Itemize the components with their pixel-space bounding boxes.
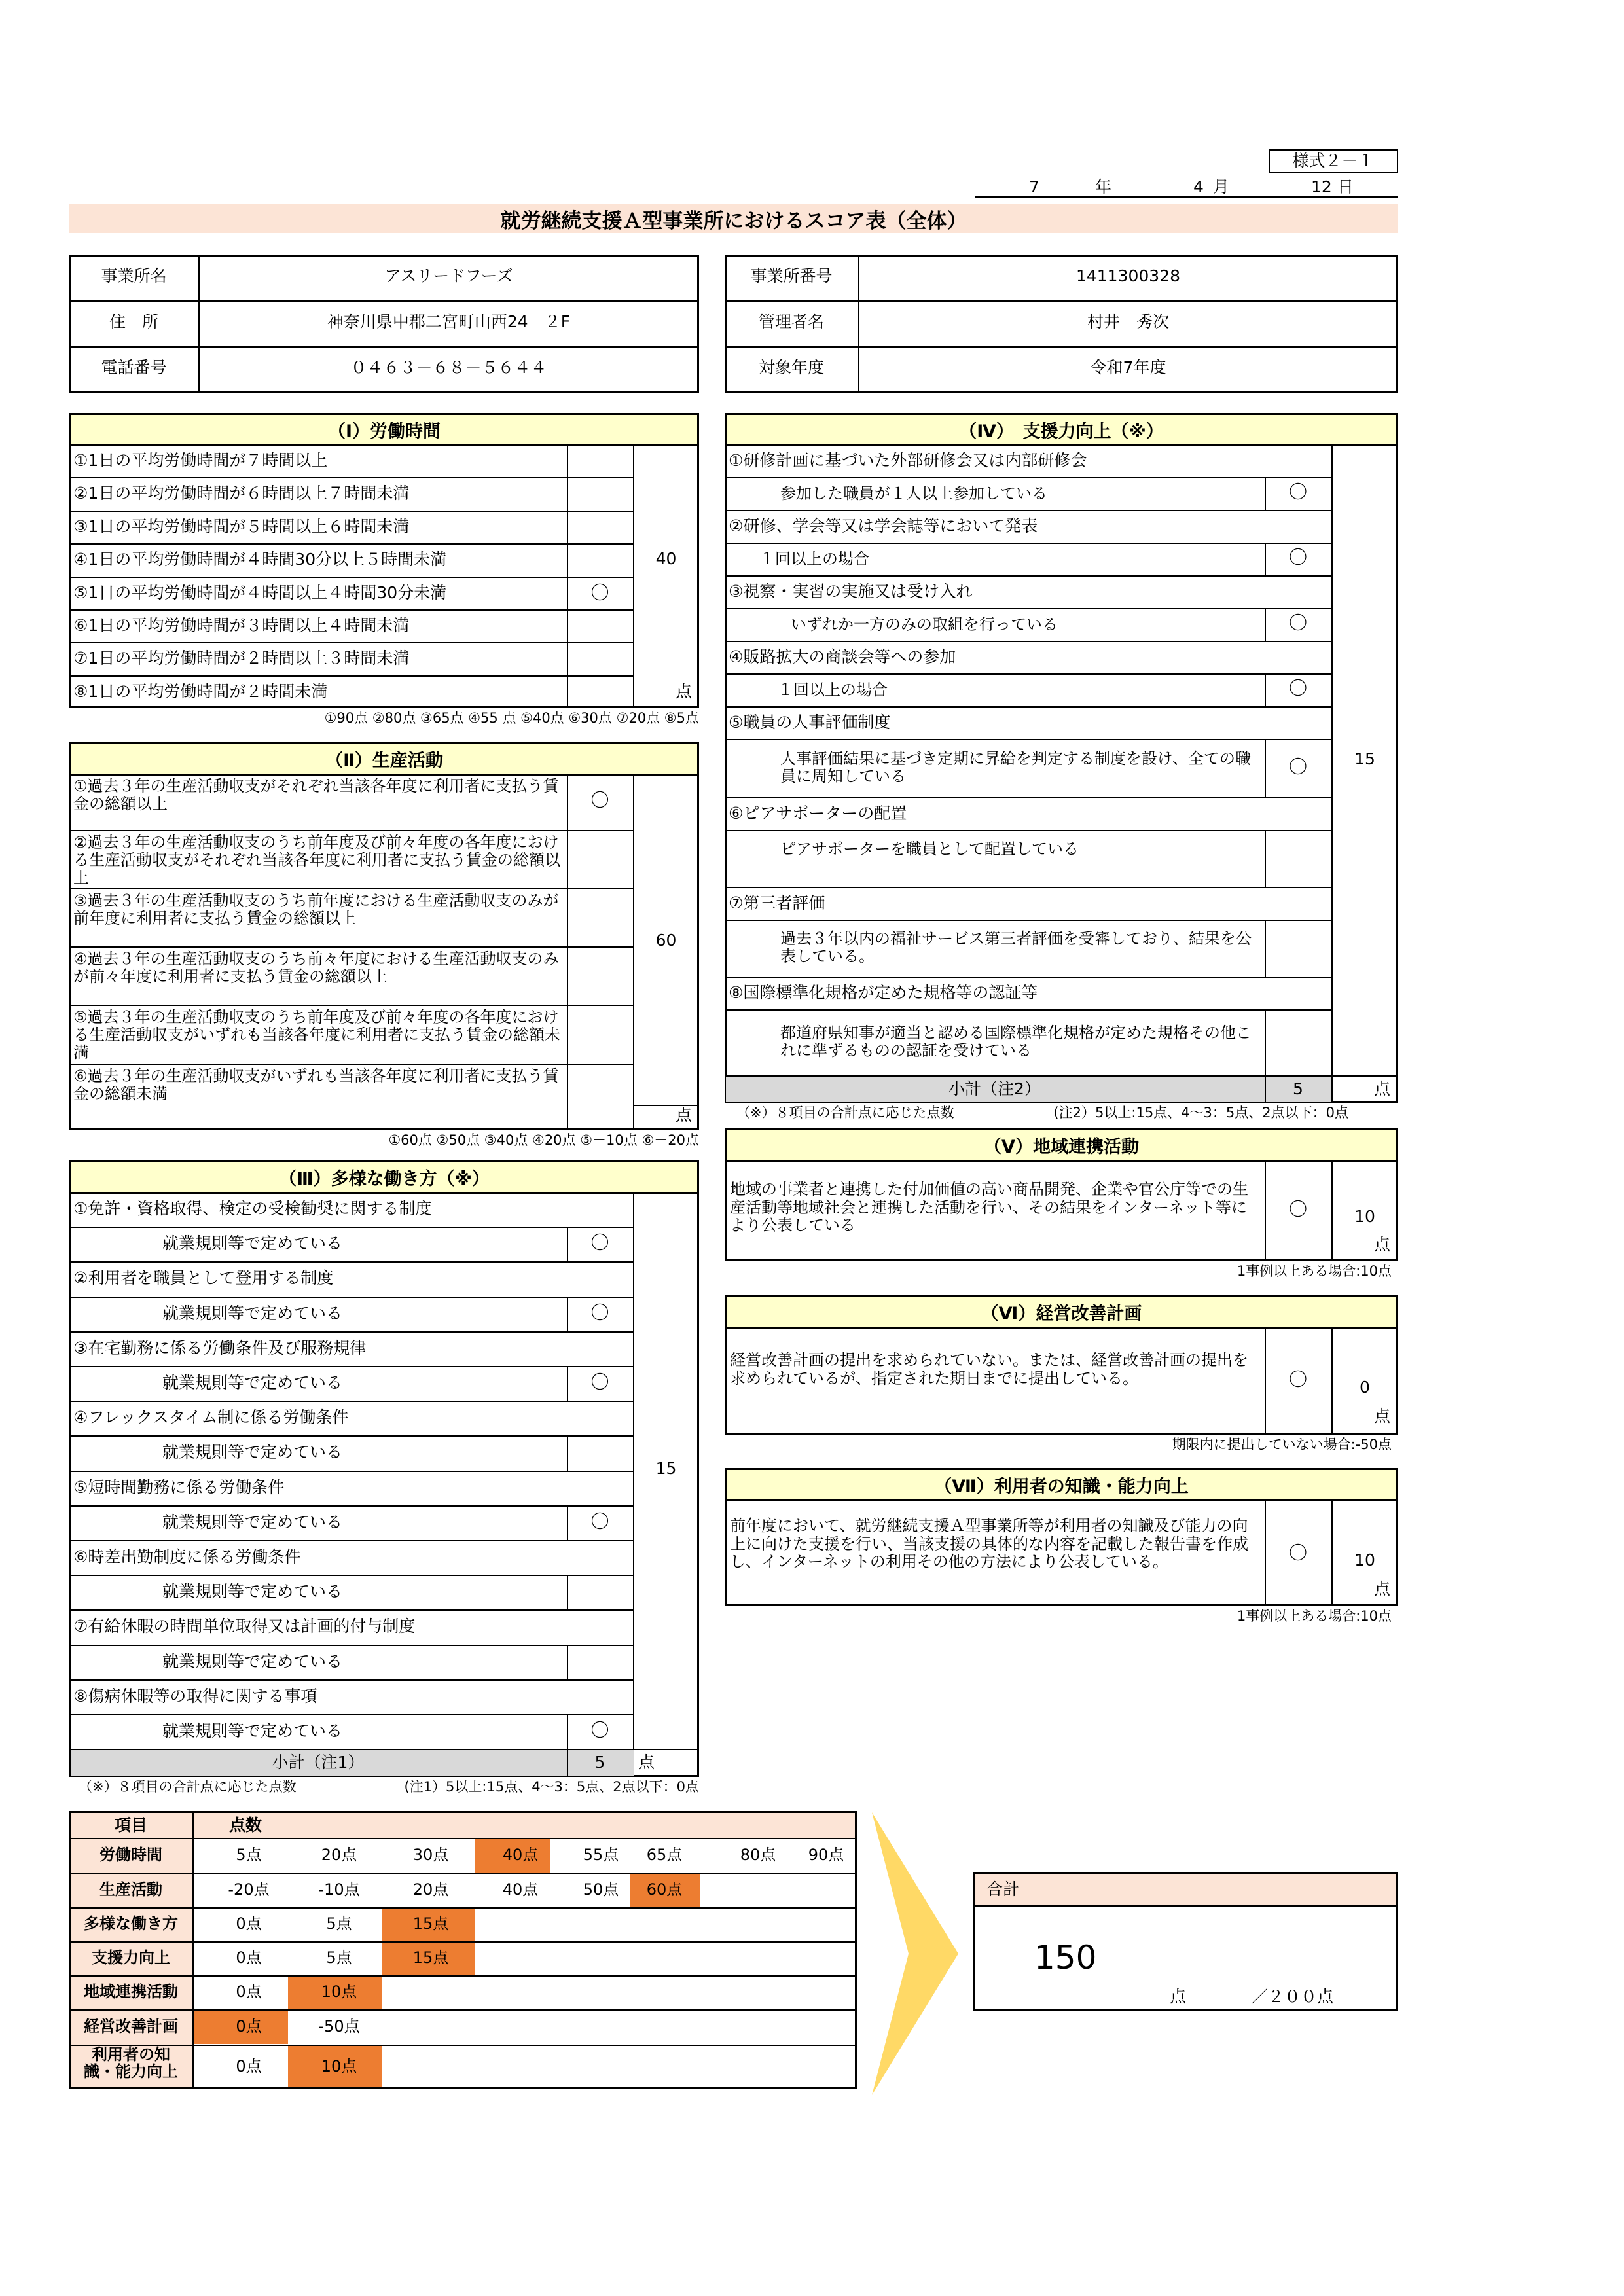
- section-5-score: 10: [1354, 1207, 1375, 1226]
- section-4-row-mark: 〇: [1288, 612, 1307, 634]
- section-4-score: 15: [1354, 749, 1375, 768]
- section-4-row-mark: 〇: [1288, 677, 1307, 699]
- section-4-row-mark: 〇: [1288, 755, 1307, 778]
- section-1-row-label: ①1日の平均労働時間が７時間以上: [73, 451, 328, 470]
- section-7-score-unit: 点: [1373, 1579, 1390, 1598]
- summary-head-item: 項目: [114, 1816, 147, 1835]
- section-2-row-line: [69, 830, 633, 831]
- section-4-row-sub: 参加した職員が１人以上参加している: [780, 484, 1047, 503]
- section-4-row-label: ④販路拡大の商談会等への参加: [729, 647, 956, 666]
- section-3-row-sub: 就業規則等で定めている: [162, 1721, 343, 1740]
- section-4-row-sub: １回以上の場合: [778, 681, 888, 699]
- summary-cell: 40点: [502, 1846, 539, 1864]
- section-1-row-label: ④1日の平均労働時間が４時間30分以上５時間未満: [73, 550, 447, 569]
- section-1-row-label: ⑦1日の平均労働時間が２時間以上３時間未満: [73, 649, 410, 668]
- section-3-row-line: [69, 1540, 633, 1541]
- section-7-note: 1事例以上ある場合:10点: [1236, 1608, 1392, 1624]
- section-4-col-line: [1331, 444, 1333, 1103]
- section-1-note: ①90点 ②80点 ③65点 ④55 点 ⑤40点 ⑥30点 ⑦20点 ⑧5点: [324, 710, 699, 726]
- summary-cell: 50点: [583, 1880, 619, 1899]
- total-max: ／２００点: [1252, 1987, 1334, 2006]
- section-3-row-line: [69, 1575, 633, 1576]
- section-4-row-label: ①研修計画に基づいた外部研修会又は内部研修会: [729, 451, 1087, 470]
- summary-cell: 60点: [646, 1880, 683, 1899]
- section-1-row-line: [69, 543, 633, 545]
- section-6-header: [725, 1295, 1398, 1329]
- section-3-col-line: [567, 1645, 568, 1679]
- section-3-row-label: ⑥時差出勤制度に係る労働条件: [73, 1547, 301, 1566]
- section-2-row-line: [69, 1005, 633, 1006]
- summary-row-line: [69, 1907, 857, 1909]
- office-number-label: 事業所番号: [750, 266, 833, 285]
- section-3-row-label: ③在宅勤務に係る労働条件及び服務規律: [73, 1338, 367, 1357]
- address: 神奈川県中郡二宮町山西24 ２F: [327, 312, 571, 331]
- section-3-row-line: [69, 1645, 633, 1646]
- section-4-row-sub: 過去３年以内の福祉サービス第三者評価を受審しており、結果を公表している。: [780, 929, 1252, 966]
- section-4-subtotal-label: 小計（注2）: [948, 1079, 1041, 1098]
- section-5-mark: 〇: [1288, 1198, 1307, 1220]
- form-number: 様式２－１: [1292, 151, 1375, 170]
- section-4-row-line: [725, 510, 1331, 511]
- summary-cell: 90点: [808, 1846, 844, 1864]
- summary-cell: 0点: [236, 2056, 262, 2075]
- arrow-right-icon: [869, 1810, 961, 2098]
- section-3-row-label: ④フレックスタイム制に係る労働条件: [73, 1408, 349, 1427]
- section-2-row-label: ①過去３年の生産活動収支がそれぞれ当該各年度に利用者に支払う賃金の総額以上: [73, 777, 559, 813]
- summary-cell: 40点: [502, 1880, 539, 1899]
- section-3-row-line: [69, 1609, 633, 1611]
- office-name-label: 事業所名: [101, 266, 167, 285]
- section-3-row-line: [69, 1261, 633, 1263]
- summary-row-line: [69, 1975, 857, 1977]
- summary-cell: 15点: [412, 1914, 449, 1933]
- section-6-score-unit: 点: [1373, 1407, 1390, 1426]
- section-7-score: 10: [1354, 1551, 1375, 1570]
- section-2-note: ①60点 ②50点 ③40点 ④20点 ⑤－10点 ⑥－20点: [388, 1132, 699, 1148]
- section-1-row-label: ③1日の平均労働時間が５時間以上６時間未満: [73, 516, 410, 536]
- summary-cell: 0点: [236, 1948, 262, 1967]
- section-4-note-b: (注2）5以上:15点、4～3：5点、2点以下：0点: [1053, 1105, 1348, 1121]
- section-4-row-line: [725, 739, 1331, 740]
- section-4-row-line: [725, 797, 1331, 798]
- date-year-unit: 年: [1095, 177, 1112, 196]
- date-underline: [975, 196, 1398, 198]
- section-3-row-sub: 就業規則等で定めている: [162, 1373, 343, 1392]
- section-3-row-line: [69, 1435, 633, 1437]
- section-3-title: （Ⅲ）多様な働き方（※）: [279, 1169, 490, 1189]
- section-5-title: （Ⅴ）地域連携活動: [984, 1137, 1139, 1157]
- summary-col-line: [192, 1811, 194, 2089]
- total-value: 150: [1034, 1939, 1097, 1977]
- section-2-row-label: ③過去３年の生産活動収支のうち前年度における生産活動収支のみが前年度に利用者に支払う賃金の総額以上: [73, 891, 559, 927]
- section-2-row-mark: 〇: [590, 789, 609, 811]
- section-7-title: （Ⅶ）利用者の知識・能力向上: [934, 1477, 1189, 1497]
- section-2-row-label: ⑤過去３年の生産活動収支のうち前年度及び前々年度の各年度における生産活動収支がいずれも当該各年度に利用者に支払う賃金の総額未満: [73, 1008, 560, 1062]
- date-month: 4: [1193, 177, 1204, 196]
- section-3-row-mark: 〇: [590, 1510, 609, 1532]
- info-divider: [69, 300, 699, 302]
- section-3-row-sub: 就業規則等で定めている: [162, 1582, 343, 1602]
- section-4-row-label: ③視察・実習の実施又は受け入れ: [729, 582, 973, 601]
- section-4-row-line: [725, 706, 1331, 708]
- section-4-row-line: [725, 608, 1331, 609]
- section-3-row-mark: 〇: [590, 1719, 609, 1741]
- total-unit: 点: [1170, 1987, 1187, 2006]
- total-label: 合計: [986, 1880, 1020, 1899]
- summary-head-score: 点数: [229, 1816, 262, 1835]
- section-1-row-line: [69, 642, 633, 643]
- phone-label: 電話番号: [101, 358, 167, 377]
- section-4-row-line: [725, 477, 1331, 478]
- section-3-col-line: [633, 1192, 634, 1777]
- section-4-header: [725, 413, 1398, 446]
- section-3-row-line: [69, 1366, 633, 1367]
- section-2-title: （Ⅱ）生産活動: [325, 751, 443, 771]
- section-4-row-label: ⑦第三者評価: [729, 893, 825, 912]
- section-3-score: 15: [655, 1459, 677, 1478]
- section-4-row-mark: 〇: [1288, 547, 1307, 568]
- section-1-row-line: [69, 577, 633, 578]
- section-3-row-label: ②利用者を職員として登用する制度: [73, 1268, 334, 1288]
- section-4-subtotal: 5: [1293, 1079, 1303, 1098]
- section-1-row-label: ⑥1日の平均労働時間が３時間以上４時間未満: [73, 616, 410, 635]
- section-4-subtotal-line: [725, 1075, 1398, 1077]
- section-3-row-mark: 〇: [590, 1232, 609, 1254]
- page-title-text: 就労継続支援Ａ型事業所におけるスコア表（全体）: [500, 209, 967, 233]
- section-4-row-mark: 〇: [1288, 481, 1307, 503]
- summary-cell: 15点: [412, 1948, 449, 1967]
- section-4-col-line: [1265, 830, 1266, 887]
- section-3-row-label: ⑤短時間勤務に係る労働条件: [73, 1477, 285, 1497]
- summary-cell: -10点: [318, 1880, 360, 1899]
- section-1-row-mark: 〇: [590, 581, 609, 603]
- summary-cell: 20点: [321, 1846, 357, 1864]
- section-4-row-label: ②研修、学会等又は学会誌等において発表: [729, 516, 1038, 535]
- section-5-text: 地域の事業者と連携した付加価値の高い商品開発、企業や官公庁等での生産活動等地域社会と連携した活動を行い、その結果をインターネット等により公表している: [730, 1180, 1248, 1235]
- summary-row-line: [69, 2009, 857, 2011]
- section-3-row-line: [69, 1331, 633, 1333]
- section-1-header: [69, 413, 699, 446]
- info-divider: [725, 346, 1398, 348]
- summary-cell: 0点: [236, 1982, 262, 2001]
- section-6-note: 期限内に提出していない場合:-50点: [1172, 1437, 1392, 1452]
- summary-row-label: 多様な働き方: [84, 1914, 178, 1933]
- section-3-row-sub: 就業規則等で定めている: [162, 1443, 343, 1462]
- section-3-row-sub: 就業規則等で定めている: [162, 1234, 343, 1253]
- section-1-score-unit: 点: [675, 682, 692, 701]
- section-2-col-line: [567, 774, 568, 1130]
- total-header-line: [973, 1905, 1398, 1907]
- phone: ０４６３－６８－５６４４: [350, 358, 547, 377]
- section-3-row-line: [69, 1297, 633, 1298]
- section-3-subtotal: 5: [594, 1753, 605, 1772]
- section-4-row-sub: ピアサポーターを職員として配置している: [780, 839, 1079, 858]
- info-divider: [725, 300, 1398, 302]
- section-4-row-line: [725, 673, 1331, 675]
- section-2-row-label: ⑥過去３年の生産活動収支がいずれも当該各年度に利用者に支払う賃金の総額未満: [73, 1067, 559, 1103]
- section-3-header: [69, 1160, 699, 1194]
- section-3-row-label: ①免許・資格取得、検定の受検勧奨に関する制度: [73, 1199, 432, 1218]
- section-4-row-sub: 都道府県知事が適当と認める国際標準化規格が定めた規格その他これに準ずるものの認証を受けている: [780, 1023, 1252, 1060]
- total-header-bg: [975, 1874, 1396, 1905]
- section-3-row-line: [69, 1714, 633, 1715]
- section-3-row-sub: 就業規則等で定めている: [162, 1303, 343, 1323]
- office-number: 1411300328: [1075, 266, 1181, 285]
- summary-cell: 10点: [321, 2056, 357, 2075]
- section-4-row-label: ⑧国際標準化規格が定めた規格等の認証等: [729, 983, 1038, 1002]
- section-2-score: 60: [655, 931, 677, 950]
- section-2-row-line: [69, 888, 633, 889]
- section-1-row-label: ⑧1日の平均労働時間が２時間未満: [73, 681, 328, 701]
- summary-cell: 20点: [412, 1880, 449, 1899]
- summary-cell: 0点: [236, 2017, 262, 2036]
- summary-cell: 80点: [740, 1846, 776, 1864]
- section-7-mark: 〇: [1288, 1542, 1307, 1564]
- page-title: [69, 204, 1398, 233]
- section-2-score-unit: 点: [675, 1105, 692, 1124]
- section-7-header: [725, 1468, 1398, 1501]
- summary-cell: 5点: [236, 1846, 262, 1864]
- section-2-row-label: ④過去３年の生産活動収支のうち前々年度における生産活動収支のみが前々年度に利用者に支払う賃金の総額以上: [73, 950, 559, 986]
- summary-row-label: 地域連携活動: [84, 1982, 178, 2001]
- section-5-note: 1事例以上ある場合:10点: [1236, 1263, 1392, 1279]
- section-4-row-line: [725, 543, 1331, 544]
- section-1-col-line: [633, 444, 634, 708]
- section-3-row-label: ⑧傷病休暇等の取得に関する事項: [73, 1686, 317, 1706]
- summary-cell: 10点: [321, 1982, 357, 2001]
- section-2-row-line: [69, 1064, 633, 1065]
- section-4-col-line: [1265, 920, 1266, 977]
- section-2-header: [69, 742, 699, 776]
- section-4-row-line: [725, 830, 1331, 831]
- section-3-subtotal-unit: 点: [638, 1753, 655, 1772]
- summary-row-label: 経営改善計画: [84, 2017, 178, 2036]
- section-4-title: （Ⅳ） 支援力向上（※）: [959, 422, 1164, 442]
- section-4-row-label: ⑥ピアサポーターの配置: [729, 804, 907, 823]
- summary-row-label: 利用者の知 識・能力向上: [84, 2045, 178, 2081]
- section-3-col-line: [567, 1435, 568, 1470]
- section-1-row-line: [69, 609, 633, 611]
- section-4-row-label: ⑤職員の人事評価制度: [729, 713, 891, 732]
- section-3-row-line: [69, 1505, 633, 1507]
- section-2-col-line: [633, 774, 634, 1130]
- address-label: 住 所: [109, 312, 158, 331]
- section-4-row-sub: 人事評価結果に基づき定期に昇給を判定する制度を設け、全ての職員に周知している: [780, 749, 1252, 786]
- section-4-row-line: [725, 920, 1331, 921]
- target-year: 令和7年度: [1090, 358, 1166, 377]
- summary-row-line: [69, 1941, 857, 1943]
- date-month-unit: 月: [1213, 177, 1230, 196]
- summary-cell: 0点: [236, 1914, 262, 1933]
- summary-cell: 5点: [326, 1914, 352, 1933]
- summary-cell: 5点: [326, 1948, 352, 1967]
- section-3-row-line: [69, 1471, 633, 1472]
- summary-cell: 55点: [583, 1846, 619, 1864]
- section-3-row-sub: 就業規則等で定めている: [162, 1651, 343, 1671]
- section-3-row-line: [69, 1679, 633, 1681]
- section-6-mark: 〇: [1288, 1369, 1307, 1390]
- section-4-row-line: [725, 575, 1331, 577]
- summary-row-line: [69, 1838, 857, 1839]
- section-3-row-sub: 就業規則等で定めている: [162, 1512, 343, 1532]
- summary-cell: -20点: [228, 1880, 270, 1899]
- section-4-row-line: [725, 641, 1331, 642]
- section-4-col-line: [1265, 1009, 1266, 1075]
- section-3-subtotal-line: [69, 1749, 699, 1750]
- section-1-row-label: ②1日の平均労働時間が６時間以上７時間未満: [73, 484, 410, 503]
- section-3-row-mark: 〇: [590, 1301, 609, 1323]
- manager: 村井 秀次: [1087, 312, 1169, 331]
- summary-row-line: [69, 1873, 857, 1874]
- section-2-row-label: ②過去３年の生産活動収支のうち前年度及び前々年度の各年度における生産活動収支がそれぞれ当該各年度に利用者に支払う賃金の総額以上: [73, 833, 560, 887]
- section-1-title: （Ⅰ）労働時間: [327, 422, 441, 442]
- section-3-row-label: ⑦有給休暇の時間単位取得又は計画的付与制度: [73, 1617, 416, 1636]
- section-3-row-mark: 〇: [590, 1371, 609, 1393]
- section-1-row-line: [69, 675, 633, 677]
- section-4-row-line: [725, 1009, 1331, 1011]
- section-5-score-unit: 点: [1373, 1235, 1390, 1254]
- section-3-row-line: [69, 1401, 633, 1402]
- section-4-row-line: [725, 887, 1331, 888]
- date-day-unit: 日: [1337, 177, 1354, 196]
- section-3-row-line: [69, 1227, 633, 1228]
- section-5-header: [725, 1128, 1398, 1162]
- section-3-note-a: （※）８項目の合計点に応じた点数: [79, 1779, 297, 1795]
- section-1-row-line: [69, 511, 633, 512]
- section-3-note-b: (注1）5以上:15点、4～3：5点、2点以下：0点: [404, 1779, 699, 1795]
- summary-row-label: 労働時間: [99, 1846, 162, 1864]
- date-day: 12: [1311, 177, 1332, 196]
- manager-label: 管理者名: [758, 312, 824, 331]
- section-1-row-line: [69, 477, 633, 478]
- section-3-subtotal-label: 小計（注1）: [272, 1753, 365, 1772]
- section-4-row-line: [725, 977, 1331, 978]
- section-6-score: 0: [1360, 1378, 1370, 1397]
- info-divider: [69, 346, 699, 348]
- summary-row-label: 生産活動: [99, 1880, 162, 1899]
- summary-row-label: 支援力向上: [92, 1948, 170, 1967]
- section-6-title: （Ⅵ）経営改善計画: [981, 1304, 1142, 1324]
- section-2-row-line: [69, 946, 633, 948]
- arrow-shape: [872, 1812, 958, 2095]
- summary-cell: 65点: [646, 1846, 683, 1864]
- section-4-note-a: （※）８項目の合計点に応じた点数: [736, 1105, 954, 1121]
- summary-cell: -50点: [318, 2017, 360, 2036]
- section-1-score: 40: [655, 549, 677, 568]
- section-6-text: 経営改善計画の提出を求められていない。または、経営改善計画の提出を求められているが、指定された期日までに提出している。: [730, 1351, 1248, 1388]
- section-1-row-label: ⑤1日の平均労働時間が４時間以上４時間30分未満: [73, 583, 447, 602]
- section-4-row-sub: １回以上の場合: [759, 550, 869, 568]
- date-year: 7: [1029, 177, 1039, 196]
- summary-cell: 30点: [412, 1846, 449, 1864]
- office-name: アスリードフーズ: [384, 266, 513, 285]
- section-4-subtotal-unit: 点: [1373, 1079, 1390, 1098]
- section-3-col-line: [567, 1575, 568, 1609]
- section-4-row-sub: いずれか一方のみの取組を行っている: [791, 615, 1058, 634]
- section-7-text: 前年度において、就労継続支援Ａ型事業所等が利用者の知識及び能力の向上に向けた支援を行い、当該支援の具体的な内容を記載した報告書を作成し、インターネットの利用その他の方法により公表している。: [730, 1516, 1248, 1571]
- target-year-label: 対象年度: [758, 358, 824, 377]
